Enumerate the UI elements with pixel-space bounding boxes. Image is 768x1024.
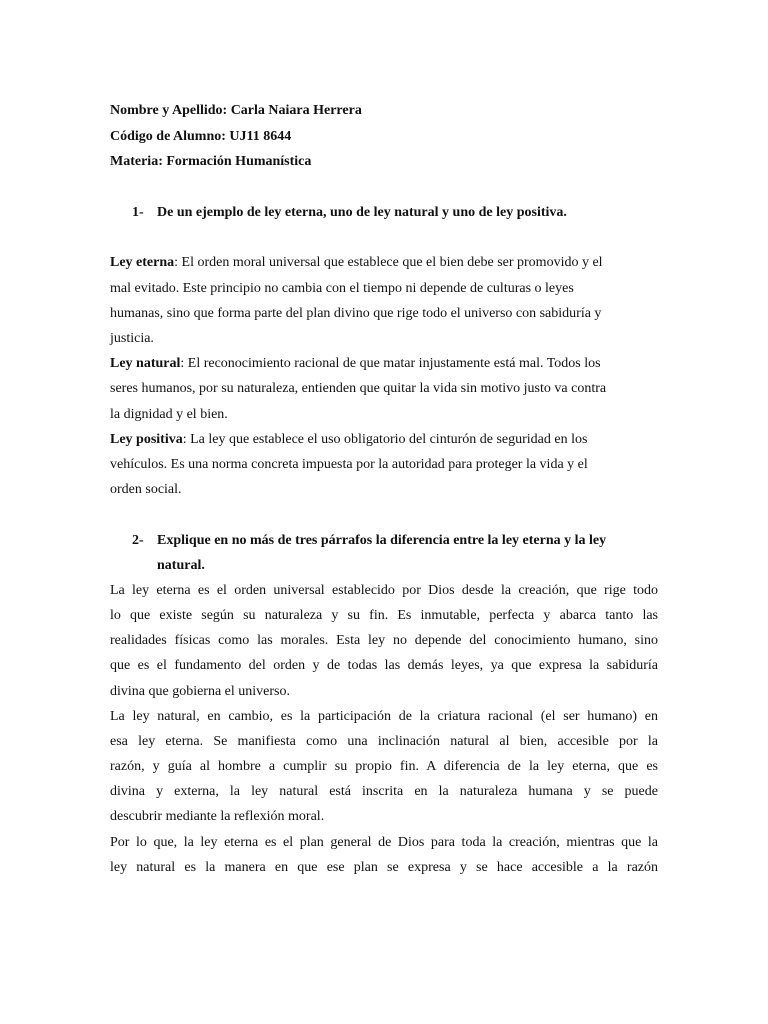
paragraph-line: descubrir mediante la reflexión moral. — [110, 809, 325, 824]
paragraph-line: lo que existe según su naturaleza y su fin. Es inmutable, perfecta y abarca tanto las — [110, 608, 658, 623]
paragraph-line: seres humanos, por su naturaleza, entienden que quitar la vida sin motivo justo va contra — [110, 381, 607, 396]
question-1-text: De un ejemplo de ley eterna, uno de ley natural y uno de ley positiva. — [157, 205, 567, 220]
paragraph-line: divina que gobierna el universo. — [110, 684, 291, 699]
paragraph-line: Ley eterna: El orden moral universal que establece que el bien debe ser promovido y el — [110, 255, 603, 270]
term-ley-eterna: Ley eterna — [110, 255, 175, 270]
question-1-number: 1- — [132, 205, 144, 220]
paragraph-line: justicia. — [110, 331, 154, 346]
paragraph-line: que es el fundamento del orden y de todas las demás leyes, ya que expresa la sabiduría — [110, 658, 658, 673]
paragraph-line: Por lo que, la ley eterna es el plan general de Dios para toda la creación, mientras que la — [110, 835, 658, 850]
paragraph-line: Ley positiva: La ley que establece el uso obligatorio del cinturón de seguridad en los — [110, 432, 588, 447]
paragraph-line: ley natural es la manera en que ese plan se expresa y se hace accesible a la razón — [110, 860, 658, 875]
paragraph-line: orden social. — [110, 482, 182, 497]
paragraph-line: La ley eterna es el orden universal establecido por Dios desde la creación, que rige todo — [110, 583, 658, 598]
paragraph-line: realidades físicas como las morales. Esta ley no depende del conocimiento humano, sino — [110, 633, 658, 648]
question-2-text: natural. — [157, 558, 205, 573]
question-2-text: Explique en no más de tres párrafos la diferencia entre la ley eterna y la ley — [157, 533, 607, 548]
paragraph-line: razón, y guía al hombre a cumplir su propio fin. A diferencia de la ley eterna, que es — [110, 759, 658, 774]
student-name: Nombre y Apellido: Carla Naiara Herrera — [110, 103, 362, 118]
paragraph-line: vehículos. Es una norma concreta impuesta por la autoridad para proteger la vida y el — [110, 457, 588, 472]
student-code: Código de Alumno: UJ11 8644 — [110, 129, 292, 144]
term-ley-natural: Ley natural — [110, 356, 181, 371]
term-ley-positiva: Ley positiva — [110, 432, 183, 447]
paragraph-line: divina y externa, la ley natural está inscrita en la naturaleza humana y se puede — [110, 784, 658, 799]
paragraph-line: Ley natural: El reconocimiento racional de que matar injustamente está mal. Todos los — [110, 356, 601, 371]
paragraph-line: humanas, sino que forma parte del plan divino que rige todo el universo con sabiduría y — [110, 306, 602, 321]
paragraph-line: esa ley eterna. Se manifiesta como una inclinación natural al bien, accesible por la — [110, 734, 658, 749]
subject: Materia: Formación Humanística — [110, 154, 312, 169]
paragraph-line: mal evitado. Este principio no cambia con el tiempo ni depende de culturas o leyes — [110, 281, 574, 296]
question-2-number: 2- — [132, 533, 144, 548]
paragraph-line: La ley natural, en cambio, es la participación de la criatura racional (el ser humano) en — [110, 709, 658, 724]
paragraph-line: la dignidad y el bien. — [110, 407, 228, 422]
